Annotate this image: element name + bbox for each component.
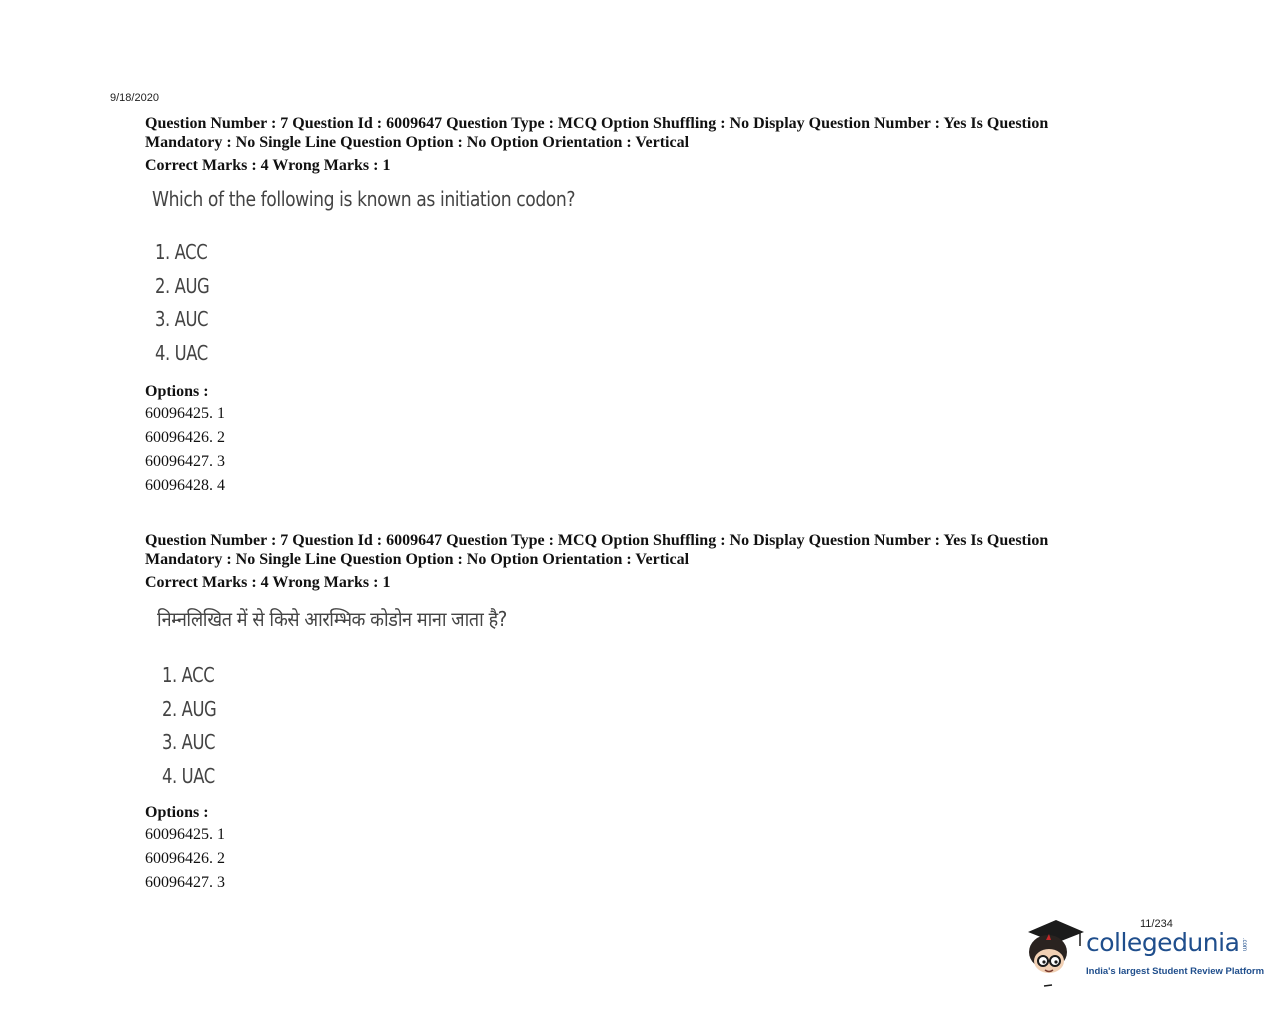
answer-choices — [155, 236, 1145, 370]
option-id-item: 60096427. 3 — [145, 453, 225, 470]
answer-choices — [162, 659, 1145, 793]
answer-choice: 3. AUC — [162, 730, 216, 754]
answer-choice: 3. AUC — [155, 307, 209, 331]
answer-choice: 2. AUG — [155, 273, 210, 298]
option-id-list — [145, 823, 1145, 895]
collegedunia-logo[interactable] — [1022, 916, 1265, 991]
mascot-graduation-cap-icon — [1022, 916, 1086, 991]
question-block-english — [145, 114, 1145, 498]
answer-choice: 2. AUG — [162, 696, 217, 721]
page-number: 11/234 — [1140, 918, 1173, 930]
question-marks: Correct Marks : 4 Wrong Marks : 1 — [145, 574, 391, 591]
brand-name: collegedunia — [1086, 928, 1240, 957]
question-meta-line1: Question Number : 7 Question Id : 6009647 Question Type : MCQ Option Shuffling : No Display Question Number : Yes Is Question — [145, 115, 1049, 132]
answer-choice: 4. UAC — [162, 763, 215, 788]
options-heading: Options : — [145, 804, 209, 821]
answer-choice: 4. UAC — [155, 340, 208, 365]
brand-tagline: India's largest Student Review Platform — [1086, 966, 1265, 977]
option-id-item: 60096428. 4 — [145, 477, 225, 494]
option-id-item: 60096427. 3 — [145, 874, 225, 891]
question-meta-line2: Mandatory : No Single Line Question Option : No Option Orientation : Vertical — [145, 134, 690, 151]
question-text: Which of the following is known as initiation codon? — [152, 187, 576, 211]
option-id-list — [145, 402, 1145, 498]
print-date: 9/18/2020 — [110, 92, 159, 104]
question-meta-line2: Mandatory : No Single Line Question Option : No Option Orientation : Vertical — [145, 551, 690, 568]
options-heading: Options : — [145, 383, 209, 400]
question-block-hindi — [145, 531, 1145, 895]
option-id-item: 60096426. 2 — [145, 429, 225, 446]
option-id-item: 60096426. 2 — [145, 850, 225, 867]
option-id-item: 60096425. 1 — [145, 405, 225, 422]
question-marks: Correct Marks : 4 Wrong Marks : 1 — [145, 157, 391, 174]
question-meta-line1: Question Number : 7 Question Id : 6009647 Question Type : MCQ Option Shuffling : No Display Question Number : Yes Is Question — [145, 532, 1049, 549]
brand-suffix: .com — [1241, 938, 1247, 952]
answer-choice: 1. ACC — [162, 663, 215, 687]
question-text: निम्नलिखित में से किसे आरम्भिक कोडोन माना जाता है? — [157, 607, 507, 631]
option-id-item: 60096425. 1 — [145, 826, 225, 843]
answer-choice: 1. ACC — [155, 240, 208, 264]
